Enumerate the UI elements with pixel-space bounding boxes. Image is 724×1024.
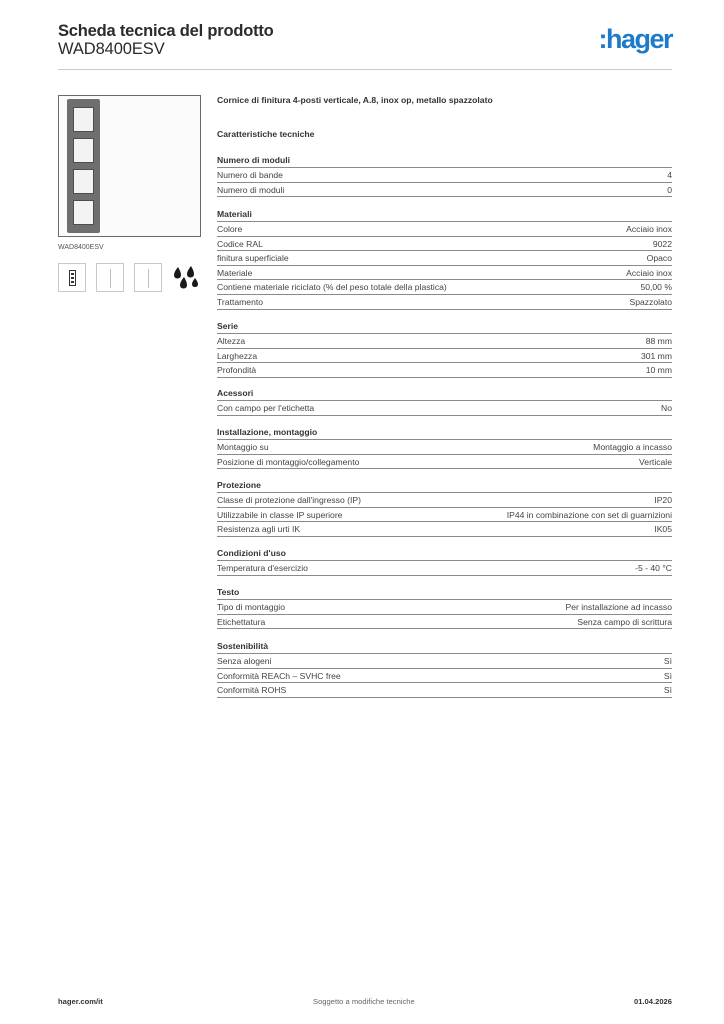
spec-row [217,561,672,576]
spec-row [217,280,672,295]
document-title: Scheda tecnica del prodotto [58,22,274,40]
spec-label: Posizione di montaggio/collegamento [217,456,360,467]
spec-label: Montaggio su [217,442,269,452]
spec-row [217,183,672,198]
section-testo [217,586,672,629]
frame-opening [73,200,94,225]
section-installazione [217,426,672,469]
section-title: Sostenibilità [217,640,672,654]
spec-value: Senza campo di scrittura [577,616,672,627]
spec-value: Acciaio inox [626,224,672,234]
technical-characteristics-title: Caratteristiche tecniche [217,129,315,139]
section-numero-moduli [217,154,672,197]
spec-label: finitura superficiale [217,253,289,264]
section-condizioni-uso [217,547,672,576]
spec-value: 50,00 % [640,282,672,293]
spec-value: IP20 [654,495,672,505]
spec-label: Senza alogeni [217,656,272,666]
spec-value: Verticale [639,456,672,467]
spec-label: Classe di protezione dall'ingresso (IP) [217,495,361,505]
vertical-line-icon [134,263,162,292]
spec-value: Sì [663,685,672,696]
section-title: Testo [217,586,672,600]
section-title: Acessori [217,387,672,401]
spec-label: Temperatura d'esercizio [217,563,308,573]
frame-opening [73,107,94,132]
spec-value: 88 mm [645,336,672,346]
spec-value: Acciaio inox [626,267,672,278]
spec-label: Tipo di montaggio [217,602,285,612]
spec-label: Con campo per l'etichetta [217,403,315,413]
spec-label: Conformità ROHS [217,685,287,696]
product-image [58,95,201,237]
section-accessori [217,387,672,416]
spec-label: Trattamento [217,296,264,307]
spec-value: No [661,403,672,413]
spec-value: Spazzolato [629,296,672,307]
image-caption: WAD8400ESV [58,244,104,251]
document-date: 01.04.2026 [633,997,672,1006]
frame-opening [73,138,94,163]
spec-value: 10 mm [645,365,672,376]
section-protezione [217,479,672,537]
spec-row [217,251,672,266]
website-link[interactable]: hager.com/it [58,997,103,1006]
spec-label: Resistenza agli urti IK [217,524,301,535]
spec-row [217,440,672,455]
product-code: WAD8400ESV [58,40,165,58]
section-serie [217,320,672,378]
section-title: Materiali [217,208,672,222]
spec-row [217,168,672,183]
spec-row [217,455,672,470]
spec-label: Utilizzabile in classe IP superiore [217,509,343,520]
section-sostenibilita [217,640,672,698]
section-title: Serie [217,320,672,334]
section-title: Numero di moduli [217,154,672,168]
section-title: Protezione [217,479,672,493]
spec-value: -5 - 40 °C [635,563,672,573]
product-name: Cornice di finitura 4-posti verticale, A.8, inox op, metallo spazzolato [217,95,493,105]
spec-row [217,522,672,537]
vertical-line-icon [96,263,124,292]
section-title: Condizioni d'uso [217,547,672,561]
disclaimer-text: Soggetto a modifiche tecniche [313,997,415,1006]
module-icon [58,263,86,292]
spec-row [217,334,672,349]
spec-value: Opaco [646,253,672,264]
spec-row [217,600,672,615]
spec-value: 9022 [652,238,672,249]
spec-value: 0 [667,184,672,195]
spec-label: Materiale [217,267,253,278]
spec-value: Sì [663,656,672,666]
section-title: Installazione, montaggio [217,426,672,440]
spec-row [217,295,672,310]
spec-label: Contiene materiale riciclato (% del peso totale della plastica) [217,282,447,293]
spec-label: Profondità [217,365,257,376]
spec-label: Colore [217,224,243,234]
spec-row [217,222,672,237]
spec-row [217,654,672,669]
spec-row [217,401,672,416]
spec-value: Per installazione ad incasso [565,602,672,612]
hager-logo: :hager [598,24,672,54]
spec-row [217,669,672,684]
spec-row [217,237,672,252]
spec-label: Larghezza [217,350,258,361]
spec-value: IK05 [654,524,672,535]
spec-label: Numero di bande [217,170,283,180]
spec-label: Conformità REACh – SVHC free [217,670,341,681]
spec-row [217,615,672,630]
spec-value: 301 mm [640,350,672,361]
section-materiali [217,208,672,310]
frame-plate-graphic [67,99,100,233]
spec-label: Etichettatura [217,616,266,627]
spec-row [217,683,672,698]
spec-row [217,266,672,281]
water-drops-icon [172,263,200,292]
spec-value: 4 [667,170,672,180]
spec-label: Codice RAL [217,238,263,249]
frame-opening [73,169,94,194]
page-footer [58,997,672,1011]
spec-row [217,349,672,364]
page-header [58,20,672,70]
spec-row [217,508,672,523]
spec-value: IP44 in combinazione con set di guarnizioni [506,509,672,520]
spec-label: Altezza [217,336,246,346]
feature-icons [58,263,208,293]
spec-label: Numero di moduli [217,184,285,195]
spec-value: Sì [663,670,672,681]
spec-value: Montaggio a incasso [593,442,672,452]
spec-row [217,493,672,508]
spec-row [217,363,672,378]
